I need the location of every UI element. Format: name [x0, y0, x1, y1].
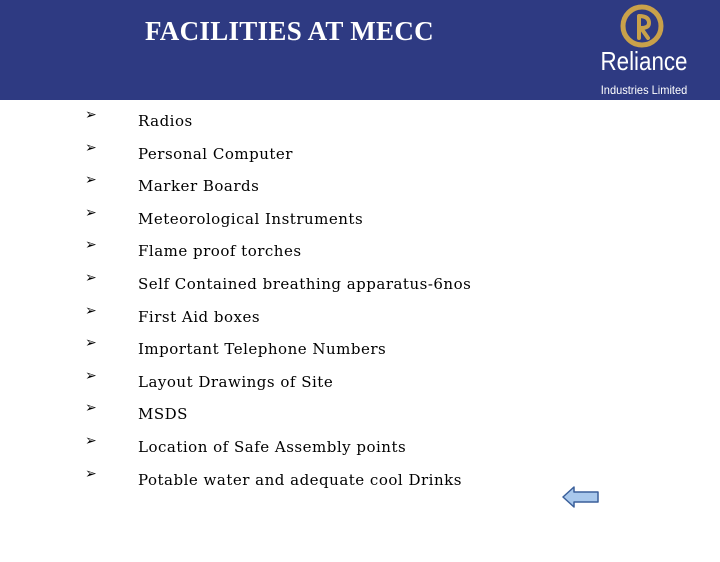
list-item-text: MSDS: [138, 405, 188, 424]
list-item: [0, 235, 720, 268]
list-item: [0, 464, 720, 497]
list-item-text: Personal Computer: [138, 144, 293, 163]
list-item-text: Self Contained breathing apparatus-6nos: [138, 274, 472, 293]
list-item: [0, 268, 720, 301]
bullet-arrow-icon: ➢: [85, 139, 97, 156]
reliance-emblem-icon: [619, 4, 665, 48]
facilities-list: [0, 105, 720, 496]
slide-title: FACILITIES AT MECC: [145, 16, 434, 46]
list-item: [0, 398, 720, 431]
list-item: [0, 170, 720, 203]
bullet-arrow-icon: ➢: [85, 302, 97, 319]
list-item: [0, 138, 720, 171]
list-item: [0, 203, 720, 236]
logo-subtitle: Industries Limited: [600, 83, 688, 97]
bullet-arrow-icon: ➢: [85, 335, 97, 352]
list-item-text: Location of Safe Assembly points: [138, 437, 407, 456]
bullet-arrow-icon: ➢: [85, 465, 97, 482]
list-item-text: Potable water and adequate cool Drinks: [138, 470, 462, 489]
list-item-text: Radios: [138, 112, 193, 130]
back-arrow-icon[interactable]: [562, 486, 600, 508]
list-item-text: Flame proof torches: [138, 242, 302, 261]
bullet-arrow-icon: ➢: [85, 432, 97, 449]
bullet-arrow-icon: ➢: [85, 204, 97, 221]
reliance-logo: [590, 0, 698, 100]
bullet-arrow-icon: ➢: [85, 269, 97, 286]
logo-name: Reliance: [600, 46, 688, 76]
list-item-text: First Aid boxes: [138, 307, 261, 326]
list-item: [0, 105, 720, 138]
list-item: [0, 366, 720, 399]
list-item: [0, 333, 720, 366]
bullet-arrow-icon: ➢: [85, 367, 97, 384]
bullet-arrow-icon: ➢: [85, 400, 97, 417]
bullet-arrow-icon: ➢: [85, 107, 97, 123]
list-item-text: Layout Drawings of Site: [138, 372, 334, 391]
list-item-text: Meteorological Instruments: [138, 209, 364, 228]
bullet-arrow-icon: ➢: [85, 172, 97, 189]
header-banner: [0, 0, 720, 100]
list-item: [0, 431, 720, 464]
list-item-text: Marker Boards: [138, 177, 260, 196]
list-item: [0, 301, 720, 334]
list-item-text: Important Telephone Numbers: [138, 340, 387, 359]
bullet-arrow-icon: ➢: [85, 237, 97, 254]
